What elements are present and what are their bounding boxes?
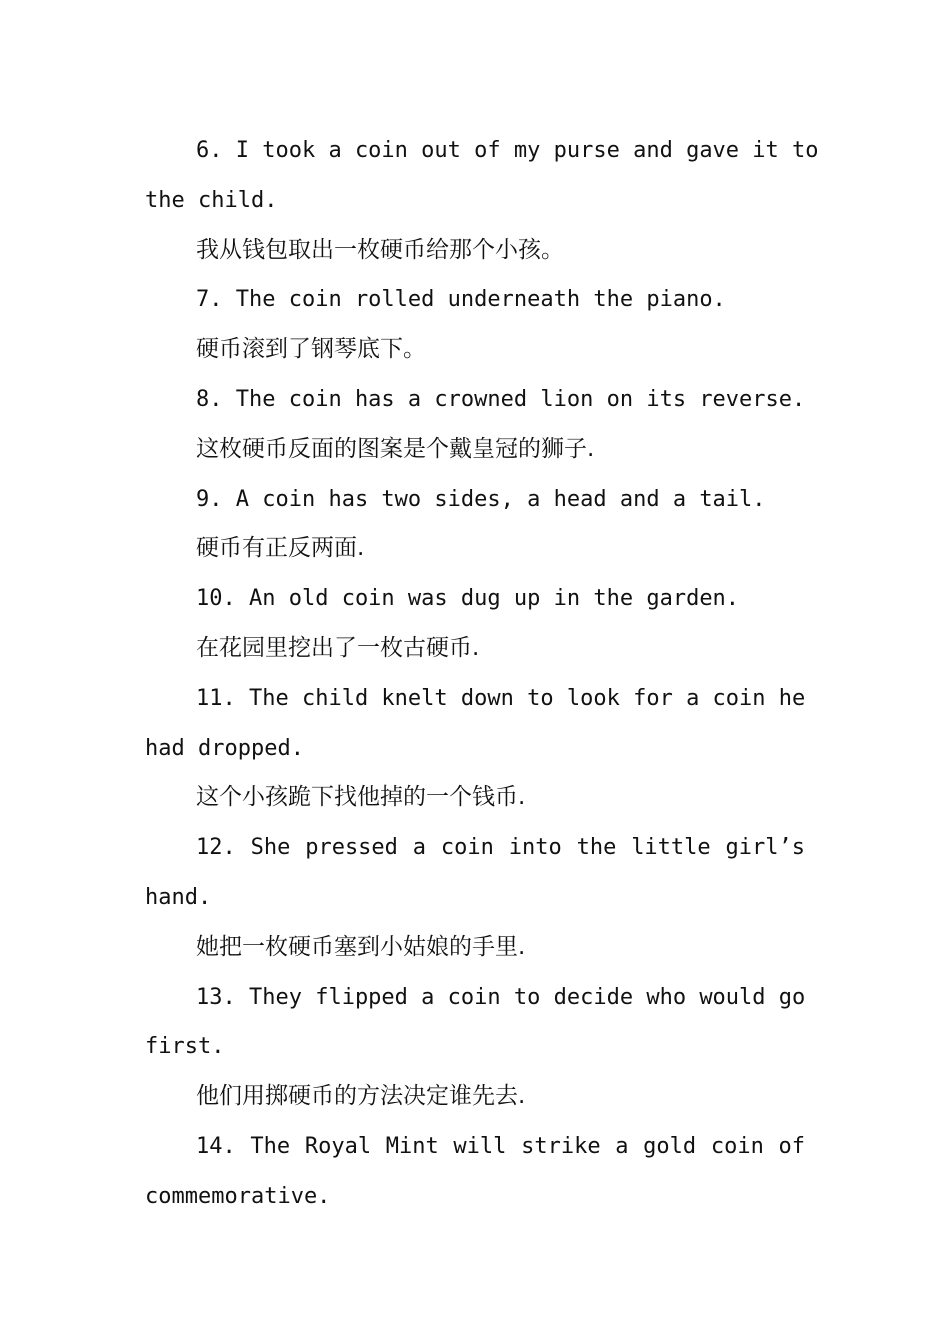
sentence-9-english: 9. A coin has two sides, a head and a tail. — [196, 486, 766, 512]
sentence-12-english-line-1: 12. She pressed a coin into the little girl’s — [196, 835, 805, 861]
sentence-6-english-line-2: the child. — [145, 187, 278, 213]
sentence-13-english-line-1: 13. They flipped a coin to decide who would go — [196, 984, 806, 1010]
sentence-13-english-line-2: first. — [145, 1034, 225, 1060]
sentence-10-chinese: 在花园里挖出了一枚古硬币. — [196, 634, 480, 661]
sentence-11-english-line-2: had dropped. — [145, 735, 304, 761]
sentence-6-chinese: 我从钱包取出一枚硬币给那个小孩。 — [196, 236, 564, 263]
sentence-9-chinese: 硬币有正反两面. — [196, 535, 365, 562]
sentence-11-english-line-1: 11. The child knelt down to look for a coin he — [196, 685, 806, 711]
sentence-14-english-line-1: 14. The Royal Mint will strike a gold coin of — [196, 1133, 805, 1159]
sentence-12-chinese: 她把一枚硬币塞到小姑娘的手里. — [196, 933, 526, 960]
sentence-13-chinese: 他们用掷硬币的方法决定谁先去. — [196, 1083, 526, 1110]
sentence-10-english: 10. An old coin was dug up in the garden. — [196, 586, 740, 612]
sentence-12-english-line-2: hand. — [145, 884, 212, 910]
sentence-8-chinese: 这枚硬币反面的图案是个戴皇冠的狮子. — [196, 435, 595, 462]
sentence-6-english-line-1: 6. I took a coin out of my purse and gave it to — [196, 138, 819, 163]
document-body — [145, 126, 819, 1222]
sentence-8-english: 8. The coin has a crowned lion on its reverse. — [196, 386, 806, 412]
sentence-7-chinese: 硬币滚到了钢琴底下。 — [196, 336, 426, 363]
sentence-7-english: 7. The coin rolled underneath the piano. — [196, 287, 726, 313]
sentence-14-english-line-2: commemorative. — [145, 1183, 331, 1209]
sentence-11-chinese: 这个小孩跪下找他掉的一个钱币. — [196, 784, 526, 811]
